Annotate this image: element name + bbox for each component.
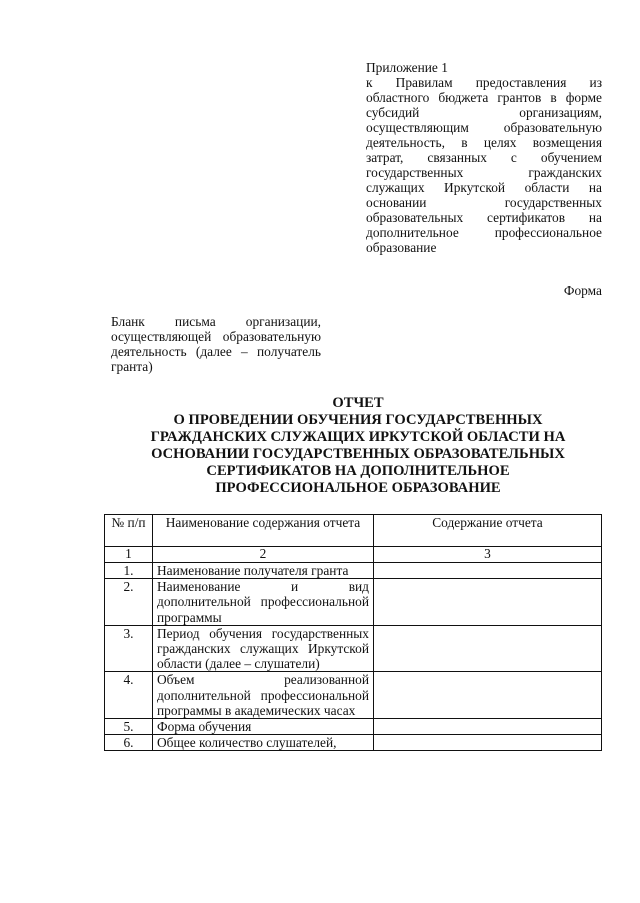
report-table — [104, 514, 602, 751]
appendix-title: Приложение 1 — [366, 60, 448, 75]
row-value[interactable] — [374, 672, 602, 719]
report-title-line: ОТЧЕТ — [332, 395, 384, 411]
table-row — [105, 719, 602, 735]
row-number: 4. — [105, 672, 153, 719]
letterhead-note: Бланк письма организации, осуществляющей образовательную деятельность (далее – получатель гранта) — [111, 314, 321, 374]
report-title-line: ГРАЖДАНСКИХ СЛУЖАЩИХ ИРКУТСКОЙ ОБЛАСТИ НА — [150, 429, 566, 445]
row-name: Период обучения государственных гражданских служащих Иркутской области (далее – слушатели) — [153, 625, 374, 672]
header-number: № п/п — [105, 515, 153, 547]
table-row — [105, 579, 602, 626]
table-header-row — [105, 515, 602, 547]
report-title-line: О ПРОВЕДЕНИИ ОБУЧЕНИЯ ГОСУДАРСТВЕННЫХ — [173, 412, 543, 428]
form-label: Форма — [563, 283, 602, 298]
row-name: Общее количество слушателей, — [153, 735, 374, 751]
table-row — [105, 735, 602, 751]
row-name: Форма обучения — [153, 719, 374, 735]
row-value[interactable] — [374, 563, 602, 579]
header-content: Содержание отчета — [374, 515, 602, 547]
report-title-line: ПРОФЕССИОНАЛЬНОЕ ОБРАЗОВАНИЕ — [215, 480, 501, 496]
report-title-line: СЕРТИФИКАТОВ НА ДОПОЛНИТЕЛЬНОЕ — [206, 463, 510, 479]
row-value[interactable] — [374, 735, 602, 751]
header-item-name: Наименование содержания отчета — [153, 515, 374, 547]
report-title-line: ОСНОВАНИИ ГОСУДАРСТВЕННЫХ ОБРАЗОВАТЕЛЬНЫХ — [151, 446, 565, 462]
row-number: 1. — [105, 563, 153, 579]
report-title — [118, 395, 598, 497]
row-number: 5. — [105, 719, 153, 735]
row-name: Наименование получателя гранта — [153, 563, 374, 579]
row-name: Наименование и вид дополнительной профессиональной программы — [153, 579, 374, 626]
table-row — [105, 672, 602, 719]
row-number: 2. — [105, 579, 153, 626]
index-cell: 1 — [105, 547, 153, 563]
index-cell: 3 — [374, 547, 602, 563]
table-row — [105, 563, 602, 579]
row-number: 6. — [105, 735, 153, 751]
row-value[interactable] — [374, 719, 602, 735]
table-row — [105, 625, 602, 672]
index-cell: 2 — [153, 547, 374, 563]
appendix-text: к Правилам предоставления из областного бюджета грантов в форме субсидий организациям, осуществляющим образовательную деятельность, в целях возмещения затрат, связанных с обучением государственных гражданских служащих Иркутской области на основании государственных образовательных сертификатов на дополнительное профессиональное образование — [366, 75, 602, 255]
row-value[interactable] — [374, 579, 602, 626]
row-value[interactable] — [374, 625, 602, 672]
table-index-row — [105, 547, 602, 563]
row-name: Объем реализованной дополнительной профессиональной программы в академических часах — [153, 672, 374, 719]
row-number: 3. — [105, 625, 153, 672]
